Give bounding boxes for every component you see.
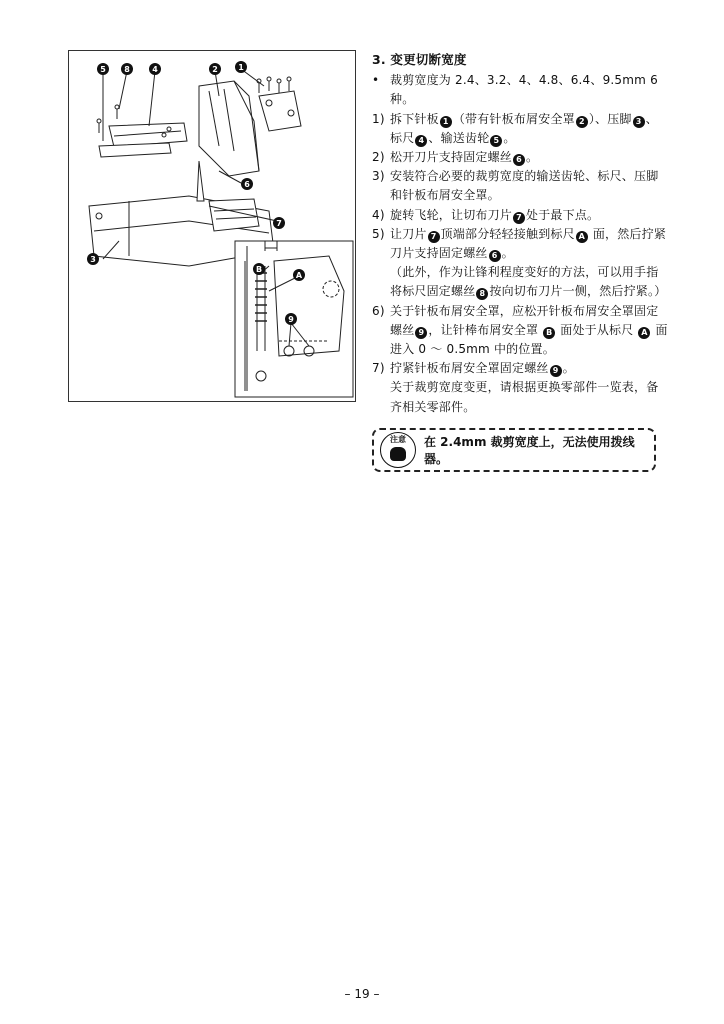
step-4: 4) 旋转飞轮，让切布刀片 7 处于最下点。	[372, 207, 600, 222]
callout-1: 1	[238, 63, 244, 72]
callout-7: 7	[276, 219, 282, 228]
caution-box	[372, 428, 656, 472]
step-7: 7) 拧紧针板布屑安全罩固定螺丝 9 。	[372, 361, 575, 376]
instruction-text	[372, 50, 668, 417]
callout-B: B	[255, 265, 263, 274]
callout-A: A	[295, 271, 303, 280]
callout-6: 6	[244, 180, 250, 189]
step-1: 1) 拆下针板 1 （带有针板布屑安全罩 2 ）、压脚 3 、标尺 4 、输送齿轮 5 。	[372, 111, 658, 145]
step-2: 2) 松开刀片支持固定螺丝 6 。	[372, 150, 539, 165]
callout-4: 4	[152, 65, 158, 74]
step-bullet: • 裁剪宽度为 2.4、3.2、4、4.8、6.4、9.5mm 6 种。	[372, 73, 658, 107]
callout-3: 3	[90, 255, 96, 264]
step-5-note: （此外，作为让锋利程度变好的方法，可以用手指将标尺固定螺丝 8 按向切布刀片一侧，然后拧紧。）	[390, 265, 667, 299]
callout-8: 8	[124, 65, 130, 74]
step-5: 5) 让刀片 7 顶端部分轻轻接触到标尺 A 面，然后拧紧刀片支持固定螺丝 6 。	[372, 226, 667, 261]
callout-5: 5	[100, 65, 106, 74]
caution-hand-icon: 注意	[380, 432, 416, 468]
step-7-note: 关于裁剪宽度变更，请根据更换零部件一览表，备齐相关零部件。	[390, 380, 659, 414]
step-3: 3) 安装符合必要的裁剪宽度的输送齿轮、标尺、压脚和针板布屑安全罩。	[372, 169, 659, 203]
caution-text: 在 2.4mm 裁剪宽度上，无法使用拨线器。	[424, 435, 635, 466]
page-number: – 19 –	[344, 987, 380, 1001]
diagram-drawing	[69, 51, 357, 403]
callout-2: 2	[212, 65, 218, 74]
section-title: 3. 变更切断宽度	[372, 52, 467, 67]
machine-diagram	[68, 50, 356, 402]
callout-9: 9	[288, 315, 294, 324]
step-6: 6) 关于针板布屑安全罩，应松开针板布屑安全罩固定螺丝 9 ，让针棒布屑安全罩 B 面处于从标尺 A 面进入 0 ～ 0.5mm 中的位置。	[372, 303, 668, 357]
